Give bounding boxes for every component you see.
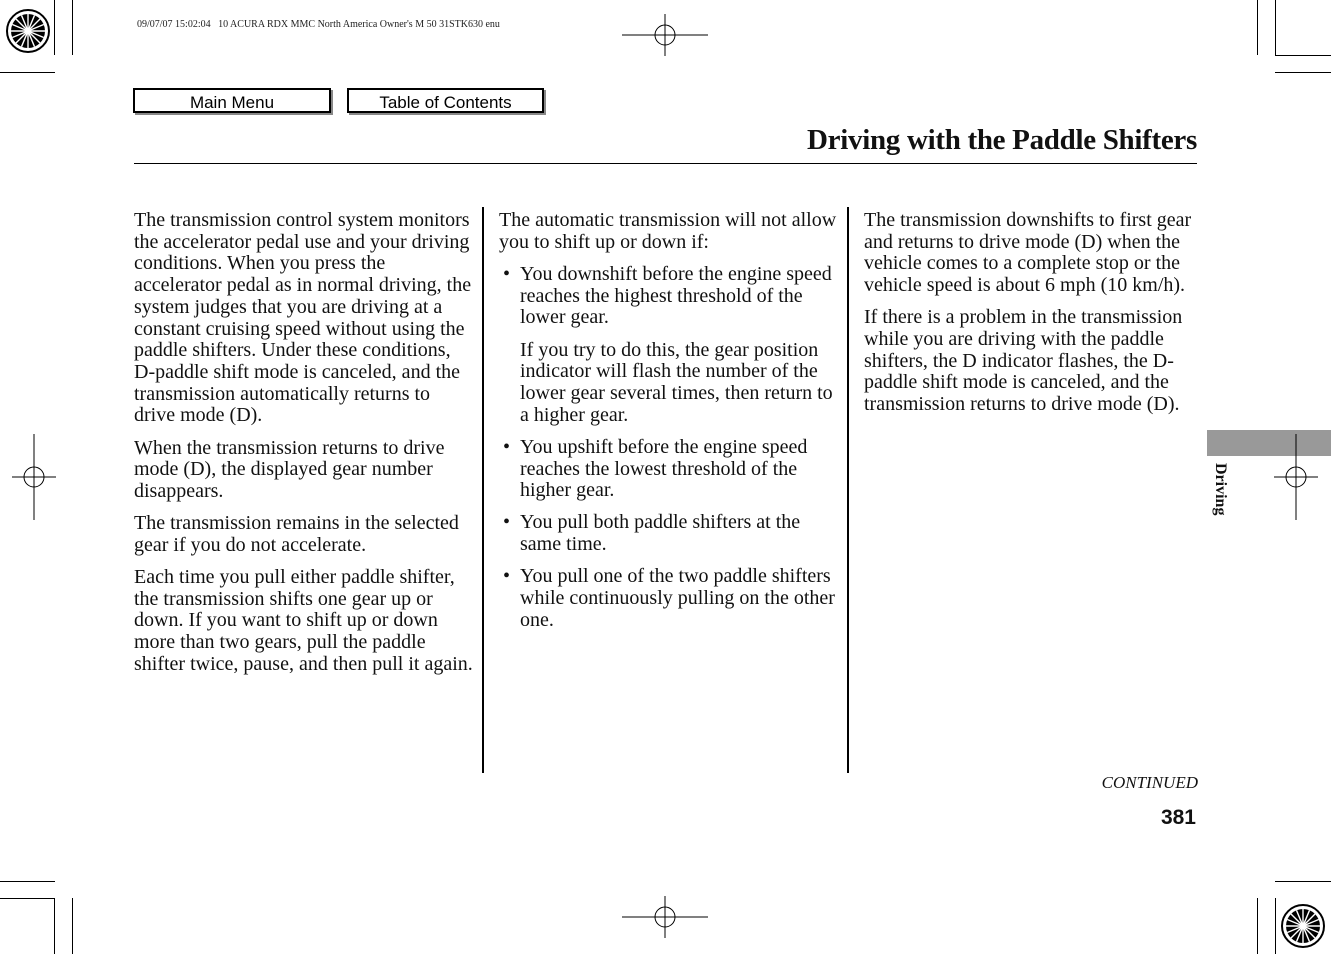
paragraph: The transmission downshifts to first gear and returns to drive mode (D) when the vehicle comes to a complete stop or the vehicle speed is about 6 mph (10 km/h). <box>864 209 1192 297</box>
list-item <box>499 264 839 329</box>
crop-mark <box>1275 55 1331 56</box>
paragraph: If there is a problem in the transmission while you are driving with the paddle shifters, the D indicator flashes, the D-paddle shift mode is canceled, and the transmission returns to drive mode (D). <box>864 306 1183 416</box>
bullet-icon: • <box>503 435 511 458</box>
title-divider <box>134 163 1197 164</box>
list-item-text: You upshift before the engine speed reaches the lowest threshold of the higher gear. <box>520 435 808 502</box>
list-item <box>499 566 839 631</box>
crop-mark <box>0 898 55 899</box>
crop-mark <box>1275 0 1276 55</box>
paragraph: If you try to do this, the gear position indicator will flash the number of the lower gear several times, then return to a higher gear. <box>520 338 833 426</box>
text-column-3 <box>864 210 1200 426</box>
crop-mark <box>1257 0 1258 55</box>
starburst-target-icon <box>1278 901 1328 951</box>
crop-mark <box>1275 72 1331 73</box>
crop-mark <box>1257 898 1258 954</box>
page-title: Driving with the Paddle Shifters <box>807 124 1197 156</box>
print-metadata: 09/07/07 15:02:04 10 ACURA RDX MMC North America Owner's M 50 31STK630 enu <box>137 19 500 30</box>
section-tab-label: Driving <box>1212 463 1229 516</box>
page-number: 381 <box>1160 806 1196 829</box>
paragraph: When the transmission returns to drive mode (D), the displayed gear number disappears. <box>134 436 445 502</box>
list-item-text: You pull both paddle shifters at the same time. <box>520 511 801 556</box>
crosshair-circle-icon <box>1274 434 1318 520</box>
crop-mark <box>54 898 55 954</box>
crosshair-circle-icon <box>622 896 708 940</box>
condition-list <box>499 437 839 632</box>
column-divider <box>482 207 484 773</box>
paragraph: The transmission remains in the selected gear if you do not accelerate. <box>134 512 459 556</box>
paragraph: The automatic transmission will not allow you to shift up or down if: <box>499 209 837 253</box>
list-item-text: You downshift before the engine speed reaches the highest threshold of the lower gear. <box>520 262 832 329</box>
paragraph: The transmission control system monitors the accelerator pedal use and your driving conditions. When you press the accelerator pedal as in normal driving, the system judges that you are driving at a constant cruising speed without using the paddle shifters. Under these conditions, D-paddle shift mode is canceled, and the transmission automatically returns to drive mode (D). <box>134 209 472 427</box>
bullet-icon: • <box>503 565 511 588</box>
crosshair-circle-icon <box>622 0 708 70</box>
text-column-2 <box>499 210 839 642</box>
crop-mark <box>72 0 73 55</box>
starburst-target-icon <box>3 6 53 56</box>
crosshair-circle-icon <box>12 434 56 520</box>
list-item <box>499 437 839 502</box>
bullet-icon: • <box>503 511 511 534</box>
crop-mark <box>0 72 55 73</box>
paragraph: Each time you pull either paddle shifter, the transmission shifts one gear up or down. If you want to shift up or down more than two gears, pull the paddle shifter twice, pause, and then pull it again. <box>134 566 473 675</box>
main-menu-button[interactable]: Main Menu <box>133 88 331 113</box>
bullet-icon: • <box>503 262 511 285</box>
list-item-text: You pull one of the two paddle shifters while continuously pulling on the other one. <box>520 565 835 631</box>
crop-mark <box>1275 881 1331 882</box>
crop-mark <box>72 898 73 954</box>
continued-label: CONTINUED <box>1101 773 1198 792</box>
crop-mark <box>1275 898 1276 954</box>
crop-mark <box>0 881 55 882</box>
condition-list <box>499 264 839 329</box>
column-divider <box>847 207 849 773</box>
table-of-contents-button[interactable]: Table of Contents <box>347 88 544 113</box>
crop-mark <box>54 0 55 55</box>
text-column-1 <box>134 210 474 686</box>
list-item <box>499 512 839 555</box>
